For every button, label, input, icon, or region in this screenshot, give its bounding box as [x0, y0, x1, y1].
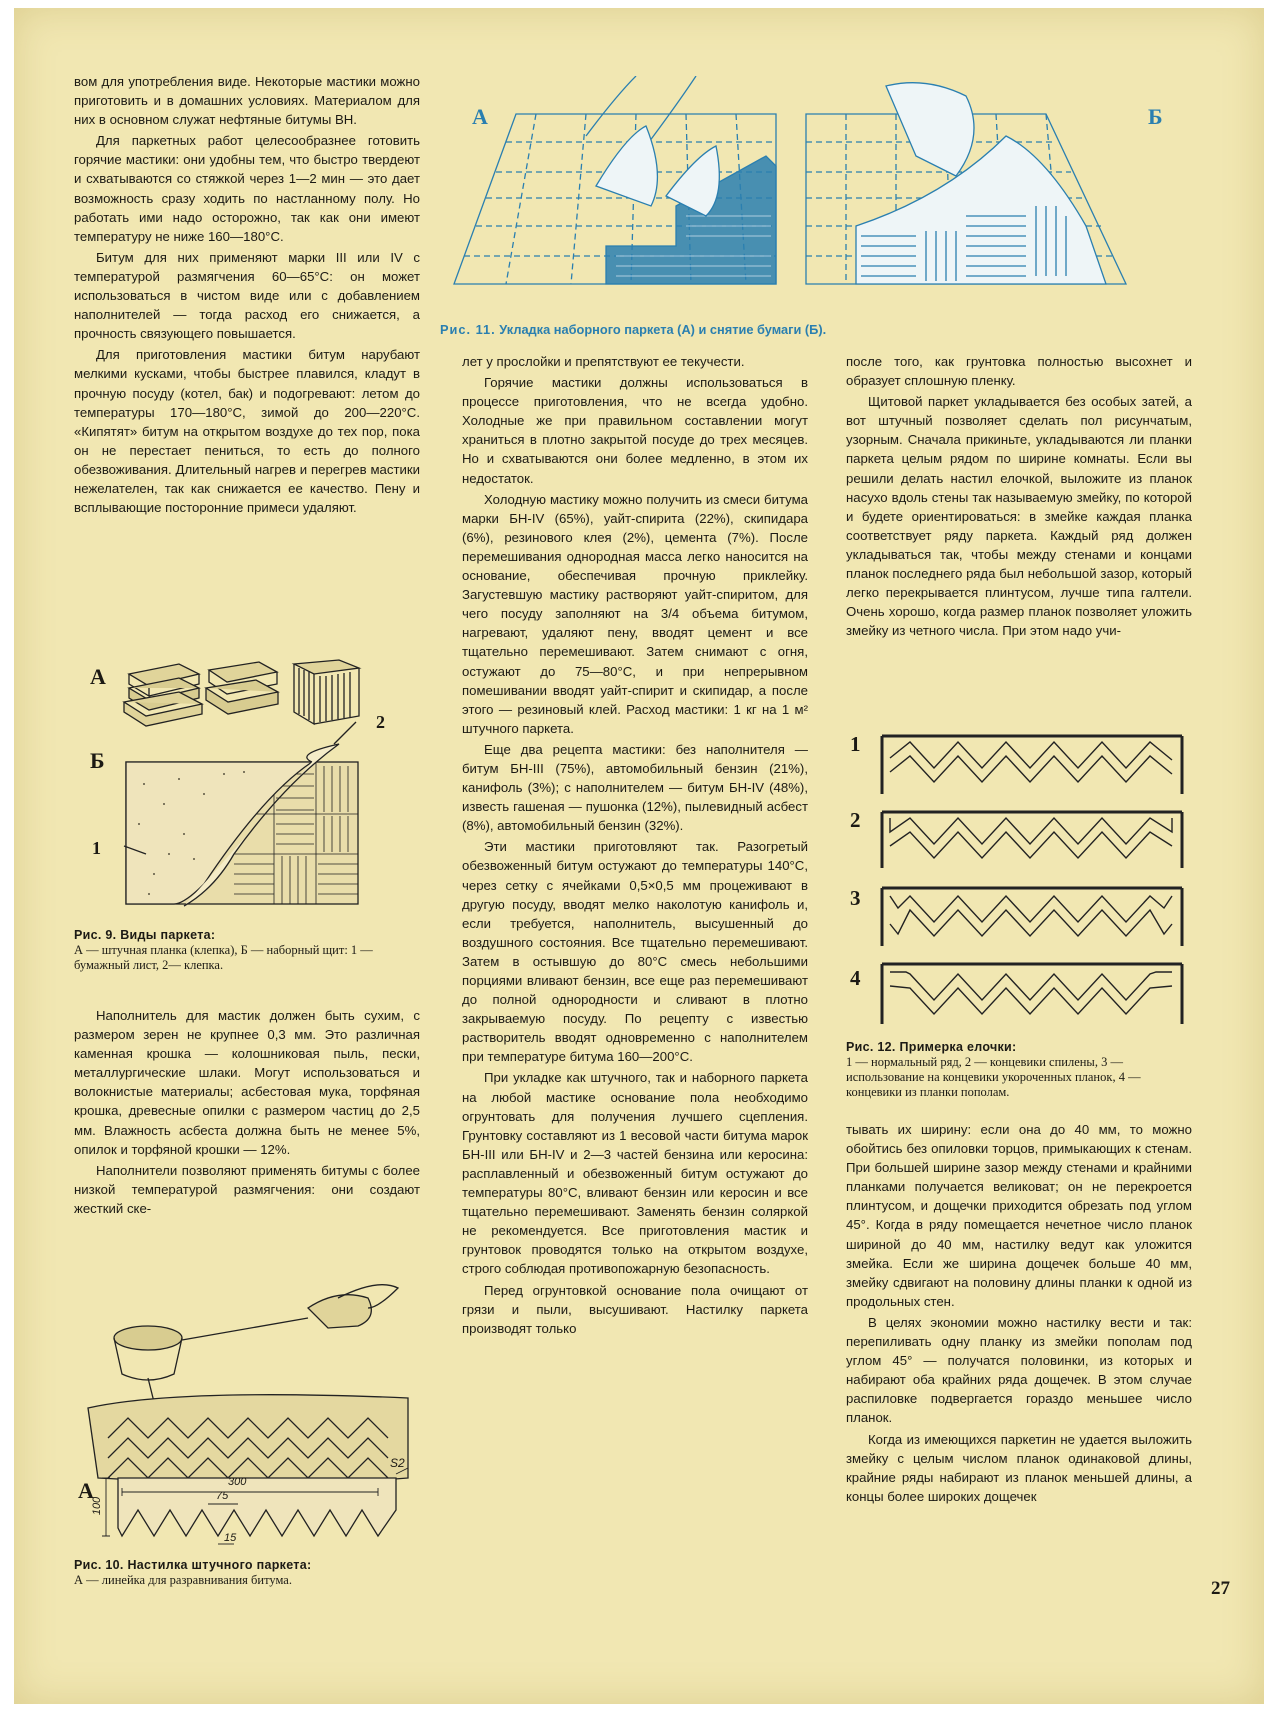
paragraph: Перед огрунтовкой основание пола очищают от грязи и пыли, высушивают. Настилку паркета производят только [462, 1282, 808, 1336]
figure-12 [846, 728, 1192, 1030]
paragraph: Для паркетных работ целесообразнее готовить горячие мастики: они удобны тем, что быстро твердеют и схватываются со стяжкой через 1—2 мин — это дает возможность сразу ходить по настланному полу. Но работать ими надо осторожно, так как они имеют температуру не ниже 160—180°С. [74, 133, 420, 244]
figure-label-b: Б [90, 748, 105, 773]
plank-stack-2 [206, 662, 278, 714]
column-3-bottom [846, 1120, 1192, 1508]
paragraph: лет у прослойки и препятствуют ее текучести. [462, 354, 745, 369]
figure-label-b: Б [1148, 104, 1163, 129]
figure-10-caption [74, 1558, 420, 1588]
paragraph: При укладке как штучного, так и наборного паркета на любой мастике основание пола необходимо огрунтовать для получения лучшего сцепления. Грунтовку составляют из 1 весовой части битума марок БН-III или БН-IV и 2—3 частей бензина или керосина: расплавленный и обезвоженный битум остужают до температуры 80°С, вливают бензин или керосин и все тщательно перемешивают. Заменять бензин соляркой не рекомендуется. Все приготовления мастик и грунтовок проводятся только на открытом воздухе, строго соблюдая противопожарную безопасность. [462, 1070, 808, 1277]
zigzag-row-3 [882, 888, 1182, 946]
dimension-15: 15 [224, 1532, 237, 1544]
figure-label-a: А [90, 664, 106, 689]
paragraph: после того, как грунтовка полностью высохнет и образует сплошную пленку. [846, 354, 1192, 389]
paragraph: Еще два рецепта мастики: без наполнителя — битум БН-III (75%), автомобильный бензин (21%), канифоль (3%); с наполнителем — битум БН-IV (48%), известь гашеная — пушонка (12%), пылевидный асбест (8%), автомобильный бензин (32%). [462, 741, 808, 834]
figure-label-a: А [472, 104, 488, 129]
caption-title: Рис. 12. Примерка елочки: [846, 1040, 1017, 1054]
paragraph: В целях экономии можно настилку вести и так: перепиливать одну планку из змейки пополам под углом 45° — получатся половинки, из которых и набирают оба крайних ряда дощечек. В этом случае распиловке подвергается гораздо меньшее число планок. [846, 1314, 1192, 1426]
paragraph: Щитовой паркет укладывается без особых затей, а вот штучный позволяет сделать пол рисунчатым, узорным. Сначала прикиньте, укладываются ли планки паркета целым рядом по ширине комнаты. Если вы решили делать настил елочкой, выложите из планок насухо вдоль стены так называемую змейку, по которой и будете ориентироваться: в змейке каждая планка соответствует ряду паркета. Каждый ряд должен укладываться так, чтобы между стенами и концами планок последнего ряда был небольшой зазор, который легко перекрывается плинтусом, лучше типа галтели. Очень хорошо, когда размер планок позволяет уложить змейку из четного числа. При этом надо учи- [846, 394, 1192, 639]
dimension-100: 100 [91, 1496, 104, 1516]
paragraph: Когда из имеющихся паркетин не удается выложить змейку с целым числом планок одинаковой длины, крайние ряды набирают из планок меньшей длины, а концы более широких дощечек [846, 1431, 1192, 1504]
paragraph: Наполнители позволяют применять битумы с более низкой температурой размягчения: они создают жесткий ске- [74, 1162, 420, 1216]
herringbone-laying-illustration [78, 1278, 418, 1548]
dimension-75: 75 [216, 1490, 229, 1502]
parquet-types-illustration [84, 654, 414, 916]
column-2 [462, 352, 808, 1340]
figure-label-3: 3 [850, 886, 861, 910]
column-1-middle [74, 1006, 420, 1220]
dimension-300: 300 [228, 1476, 247, 1488]
dimension-s2: S2 [390, 1456, 405, 1470]
figure-9-caption [74, 928, 420, 973]
caption-title: Рис. 10. Настилка штучного паркета: [74, 1558, 312, 1572]
paragraph: Наполнитель для мастик должен быть сухим, с размером зерен не крупнее 0,3 мм. Это различная каменная крошка — колошниковая пыль, пески, металлургические шлаки. Могут использоваться и волокнистые материалы; асбестовая мука, торфяная крошка, древесные опилки с размером частиц до 2,5 мм. Влажность асбеста должна быть не менее 5%, опилок и торфяной крошки — 12%. [74, 1008, 420, 1157]
paragraph: Горячие мастики должны использоваться в процессе приготовления, что не всегда удобно. Холодные же при правильном составлении могут храниться в плотно закрытой посуде до трех месяцев. Но и схватываются они более медленно, в этом их недостаток. [462, 375, 808, 486]
figure-12-caption [846, 1040, 1192, 1100]
figure-label-4: 4 [850, 966, 861, 990]
paragraph: Для приготовления мастики битум нарубают мелкими кусками, чтобы быстрее плавился, кладут в прочную посуду (котел, бак) и подогревают: летом до температуры 170—180°С, зимой до 200—220°С. «Кипятят» битум на открытом воздухе до тех пор, пока он не перестает пениться, то есть до полного обезвоживания. Длительный нагрев и перегрев мастики нежелателен, так как снижается ее качество. Пену и всплывающие посторонние примеси удаляют. [74, 347, 420, 516]
figure-9 [84, 654, 414, 916]
figure-label-1: 1 [850, 732, 861, 756]
paragraph: тывать их ширину: если она до 40 мм, то можно обойтись без опиловки торцов, примыкающих к стенам. При большей ширине зазор между стенами и крайними планками получается великоват; он не перекроется плинтусом, и дощечки приходится обрезать под углом 45°. Когда в ряду помещается нечетное число планок шириной до 40 мм, настилку ведут как уложится змейка. Если же ширина дощечек больше 40 мм, змейку сдвигают на половину длины планки к одной из продольных стен. [846, 1122, 1192, 1309]
figure-label-a: А [78, 1478, 94, 1503]
caption-title: Рис. 11. [440, 322, 496, 337]
figure-10 [78, 1278, 418, 1548]
figure-label-2: 2 [850, 808, 861, 832]
paragraph: Холодную мастику можно получить из смеси битума марки БН-IV (65%), уайт-спирита (22%), скипидара (6%), резинового клея (2%), цемента (7%). После перемешивания однородная масса легко наносится на основание, обеспечивая прочную приклейку. Загустевшую мастику растворяют уайт-спиритом, для чего посуду заполняют на 3/4 объема битумом, нагревают, удаляют пену, вводят цемент и все тщательно перемешивают. Затем снимают с огня, остужают до 75—80°С, и при непрерывном помешивании вводят уайт-спирит и скипидар, а после этого — резиновый клей. Расход мастики: 1 кг на 1 м² штучного паркета. [462, 491, 808, 736]
zigzag-row-4 [882, 964, 1182, 1024]
caption-text: А — линейка для разравнивания битума. [74, 1573, 292, 1587]
column-3-top [846, 352, 1192, 642]
figure-11 [446, 76, 1186, 314]
zigzag-row-2 [882, 812, 1182, 868]
plank-stack-3 [294, 660, 359, 724]
paragraph: Эти мастики приготовляют так. Разогретый обезвоженный битум остужают до температуры 140°С, через сетку с ячейками 0,5×0,5 мм процеживают в другую посуду, вводят мелко наколотую канифоль и, если требуется, наполнитель, высушенный до воздушного состояния. Все тщательно перемешивают. Затем в остывшую до 80°С смесь небольшими порциями вливают бензин, все еще раз перемешивают до полной однородности и сливают в плотно закрываемую посуду. По рецепту с известью растворитель вводят одновременно с наполнителем при температуре битума 160—200°С. [462, 839, 808, 1065]
plank-stack-1 [124, 664, 202, 726]
caption-text: 1 — нормальный ряд, 2 — концевики спилены, 3 — использование на концевики укороченных планок, 4 — концевики из планки пополам. [846, 1055, 1141, 1099]
caption-text: А — штучная планка (клепка), Б — наборный щит: 1 — бумажный лист, 2— клепка. [74, 943, 373, 972]
column-1-top [74, 72, 420, 519]
caption-text: Укладка наборного паркета (А) и снятие бумаги (Б). [499, 322, 827, 337]
paragraph: Битум для них применяют марки III или IV с температурой размягчения 60—65°С: он может использоваться в чистом виде или с добавлением наполнителей — тогда расход его снижается, а прочность связующего повышается. [74, 249, 420, 342]
figure-label-1: 1 [92, 838, 101, 858]
caption-title: Рис. 9. Виды паркета: [74, 928, 216, 942]
figure-label-2: 2 [376, 712, 385, 732]
zigzag-row-1 [882, 736, 1182, 794]
page-number: 27 [1211, 1578, 1230, 1599]
paragraph: вом для употребления виде. Некоторые мастики можно приготовить и в домашних условиях. Материалом для них в основном служат нефтяные битумы ВН. [74, 74, 420, 128]
figure-11-caption [440, 322, 1180, 337]
herringbone-fitting-diagrams [846, 728, 1192, 1030]
parquet-laying-blue-illustration [446, 76, 1186, 314]
